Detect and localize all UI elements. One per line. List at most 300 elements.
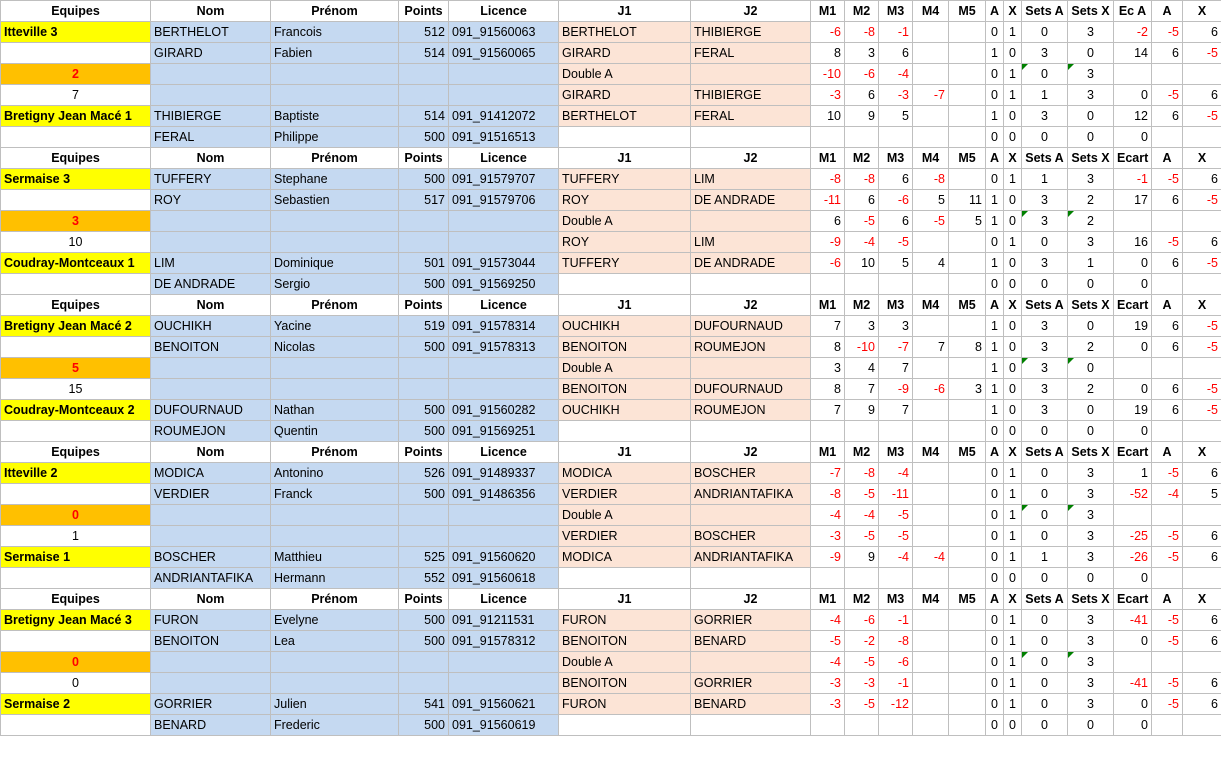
licence-cell[interactable] <box>449 211 559 232</box>
manche-2-cell[interactable]: 10 <box>845 253 879 274</box>
sets-a-cell[interactable]: 0 <box>1022 715 1068 736</box>
sets-x-cell[interactable]: 3 <box>1068 610 1114 631</box>
manche-3-cell[interactable]: -7 <box>879 337 913 358</box>
manche-4-cell[interactable]: 5 <box>913 190 949 211</box>
a-cell[interactable]: 0 <box>986 568 1004 589</box>
licence-cell[interactable]: 091_91211531 <box>449 610 559 631</box>
manche-1-cell[interactable]: 8 <box>811 337 845 358</box>
j1-cell[interactable]: MODICA <box>559 547 691 568</box>
team-cell[interactable]: 3 <box>1 211 151 232</box>
manche-1-cell[interactable]: 3 <box>811 358 845 379</box>
score-a-cell[interactable]: -5 <box>1152 169 1183 190</box>
j2-cell[interactable] <box>691 715 811 736</box>
points-cell[interactable] <box>399 673 449 694</box>
manche-1-cell[interactable] <box>811 274 845 295</box>
sets-x-cell[interactable]: 0 <box>1068 715 1114 736</box>
score-a-cell[interactable]: 6 <box>1152 337 1183 358</box>
score-a-cell[interactable] <box>1152 274 1183 295</box>
manche-5-cell[interactable] <box>949 253 986 274</box>
score-x-cell[interactable]: 6 <box>1183 673 1221 694</box>
j1-cell[interactable]: TUFFERY <box>559 253 691 274</box>
j1-cell[interactable]: Double A <box>559 505 691 526</box>
j2-cell[interactable]: FERAL <box>691 106 811 127</box>
a-cell[interactable]: 0 <box>986 547 1004 568</box>
manche-2-cell[interactable]: -5 <box>845 694 879 715</box>
manche-2-cell[interactable]: 9 <box>845 547 879 568</box>
points-cell[interactable]: 500 <box>399 337 449 358</box>
sets-x-cell[interactable]: 3 <box>1068 232 1114 253</box>
score-x-cell[interactable] <box>1183 505 1221 526</box>
team-cell[interactable]: Sermaise 1 <box>1 547 151 568</box>
j1-cell[interactable]: VERDIER <box>559 484 691 505</box>
score-a-cell[interactable]: -5 <box>1152 22 1183 43</box>
header-points[interactable]: Points <box>399 295 449 316</box>
header-x[interactable]: X <box>1004 1 1022 22</box>
score-x-cell[interactable]: 6 <box>1183 631 1221 652</box>
header-m4[interactable]: M4 <box>913 1 949 22</box>
licence-cell[interactable]: 091_91486356 <box>449 484 559 505</box>
nom-cell[interactable]: TUFFERY <box>151 169 271 190</box>
manche-3-cell[interactable]: -5 <box>879 526 913 547</box>
x-cell[interactable]: 0 <box>1004 568 1022 589</box>
manche-4-cell[interactable] <box>913 43 949 64</box>
nom-cell[interactable]: BOSCHER <box>151 547 271 568</box>
manche-4-cell[interactable] <box>913 463 949 484</box>
prenom-cell[interactable]: Sergio <box>271 274 399 295</box>
team-cell[interactable] <box>1 484 151 505</box>
header-m4[interactable]: M4 <box>913 295 949 316</box>
ecart-cell[interactable]: -41 <box>1114 610 1152 631</box>
team-cell[interactable] <box>1 274 151 295</box>
manche-5-cell[interactable] <box>949 631 986 652</box>
nom-cell[interactable]: ROY <box>151 190 271 211</box>
ecart-cell[interactable]: 14 <box>1114 43 1152 64</box>
ecart-cell[interactable]: 1 <box>1114 463 1152 484</box>
sets-x-cell[interactable]: 3 <box>1068 64 1114 85</box>
prenom-cell[interactable]: Francois <box>271 22 399 43</box>
sets-x-cell[interactable]: 2 <box>1068 337 1114 358</box>
j1-cell[interactable]: BERTHELOT <box>559 22 691 43</box>
a-cell[interactable]: 0 <box>986 652 1004 673</box>
j1-cell[interactable] <box>559 421 691 442</box>
manche-3-cell[interactable]: -11 <box>879 484 913 505</box>
team-cell[interactable]: 0 <box>1 673 151 694</box>
manche-4-cell[interactable] <box>913 484 949 505</box>
header-m3[interactable]: M3 <box>879 148 913 169</box>
team-cell[interactable]: Bretigny Jean Macé 3 <box>1 610 151 631</box>
team-cell[interactable]: Coudray-Montceaux 1 <box>1 253 151 274</box>
licence-cell[interactable]: 091_91489337 <box>449 463 559 484</box>
manche-5-cell[interactable] <box>949 43 986 64</box>
manche-1-cell[interactable]: -9 <box>811 232 845 253</box>
team-cell[interactable]: 0 <box>1 505 151 526</box>
score-a-cell[interactable]: -4 <box>1152 484 1183 505</box>
team-cell[interactable]: Sermaise 2 <box>1 694 151 715</box>
header-m5[interactable]: M5 <box>949 442 986 463</box>
nom-cell[interactable]: BENOITON <box>151 337 271 358</box>
manche-3-cell[interactable]: -12 <box>879 694 913 715</box>
score-x-cell[interactable] <box>1183 358 1221 379</box>
header-equipes[interactable]: Equipes <box>1 589 151 610</box>
prenom-cell[interactable] <box>271 211 399 232</box>
ecart-cell[interactable]: 19 <box>1114 400 1152 421</box>
header-licence[interactable]: Licence <box>449 589 559 610</box>
score-x-cell[interactable]: 6 <box>1183 169 1221 190</box>
prenom-cell[interactable] <box>271 358 399 379</box>
points-cell[interactable]: 500 <box>399 715 449 736</box>
manche-4-cell[interactable]: -4 <box>913 547 949 568</box>
header-m4[interactable]: M4 <box>913 589 949 610</box>
nom-cell[interactable]: BERTHELOT <box>151 22 271 43</box>
header-m3[interactable]: M3 <box>879 1 913 22</box>
x-cell[interactable]: 0 <box>1004 400 1022 421</box>
points-cell[interactable] <box>399 64 449 85</box>
j1-cell[interactable]: GIRARD <box>559 43 691 64</box>
manche-3-cell[interactable]: -4 <box>879 547 913 568</box>
manche-4-cell[interactable] <box>913 127 949 148</box>
manche-1-cell[interactable]: 6 <box>811 211 845 232</box>
manche-5-cell[interactable]: 5 <box>949 211 986 232</box>
a-cell[interactable]: 0 <box>986 694 1004 715</box>
x-cell[interactable]: 1 <box>1004 610 1022 631</box>
header-m1[interactable]: M1 <box>811 589 845 610</box>
manche-3-cell[interactable]: -6 <box>879 652 913 673</box>
team-cell[interactable]: 15 <box>1 379 151 400</box>
header-a2[interactable]: A <box>1152 295 1183 316</box>
prenom-cell[interactable]: Dominique <box>271 253 399 274</box>
a-cell[interactable]: 0 <box>986 85 1004 106</box>
points-cell[interactable] <box>399 211 449 232</box>
header-licence[interactable]: Licence <box>449 295 559 316</box>
header-sets-x[interactable]: Sets X <box>1068 589 1114 610</box>
header-sets-a[interactable]: Sets A <box>1022 295 1068 316</box>
team-cell[interactable] <box>1 43 151 64</box>
a-cell[interactable]: 1 <box>986 253 1004 274</box>
manche-2-cell[interactable]: -8 <box>845 463 879 484</box>
sets-a-cell[interactable]: 3 <box>1022 43 1068 64</box>
j2-cell[interactable] <box>691 274 811 295</box>
j1-cell[interactable]: FURON <box>559 610 691 631</box>
j1-cell[interactable]: GIRARD <box>559 85 691 106</box>
sets-a-cell[interactable]: 0 <box>1022 232 1068 253</box>
header-sets-x[interactable]: Sets X <box>1068 148 1114 169</box>
manche-3-cell[interactable]: 7 <box>879 358 913 379</box>
j2-cell[interactable]: BOSCHER <box>691 526 811 547</box>
header-j1[interactable]: J1 <box>559 295 691 316</box>
manche-4-cell[interactable]: -7 <box>913 85 949 106</box>
j2-cell[interactable] <box>691 568 811 589</box>
nom-cell[interactable]: OUCHIKH <box>151 316 271 337</box>
points-cell[interactable]: 512 <box>399 22 449 43</box>
manche-5-cell[interactable]: 11 <box>949 190 986 211</box>
sets-x-cell[interactable]: 0 <box>1068 400 1114 421</box>
a-cell[interactable]: 0 <box>986 274 1004 295</box>
manche-2-cell[interactable] <box>845 421 879 442</box>
manche-3-cell[interactable]: -1 <box>879 673 913 694</box>
team-cell[interactable] <box>1 337 151 358</box>
header-sets-x[interactable]: Sets X <box>1068 1 1114 22</box>
points-cell[interactable]: 500 <box>399 610 449 631</box>
header-nom[interactable]: Nom <box>151 589 271 610</box>
nom-cell[interactable]: BENARD <box>151 715 271 736</box>
manche-4-cell[interactable] <box>913 232 949 253</box>
manche-1-cell[interactable]: -7 <box>811 463 845 484</box>
j1-cell[interactable] <box>559 715 691 736</box>
a-cell[interactable]: 0 <box>986 631 1004 652</box>
ecart-cell[interactable]: 0 <box>1114 337 1152 358</box>
header-x[interactable]: X <box>1004 442 1022 463</box>
j2-cell[interactable]: DUFOURNAUD <box>691 379 811 400</box>
nom-cell[interactable] <box>151 64 271 85</box>
manche-5-cell[interactable] <box>949 169 986 190</box>
score-a-cell[interactable]: -5 <box>1152 526 1183 547</box>
x-cell[interactable]: 1 <box>1004 526 1022 547</box>
team-cell[interactable]: Sermaise 3 <box>1 169 151 190</box>
j1-cell[interactable] <box>559 127 691 148</box>
manche-1-cell[interactable] <box>811 568 845 589</box>
header-points[interactable]: Points <box>399 442 449 463</box>
manche-2-cell[interactable] <box>845 274 879 295</box>
j1-cell[interactable] <box>559 568 691 589</box>
manche-3-cell[interactable]: -3 <box>879 85 913 106</box>
score-x-cell[interactable]: 6 <box>1183 694 1221 715</box>
header-m3[interactable]: M3 <box>879 589 913 610</box>
manche-4-cell[interactable] <box>913 526 949 547</box>
points-cell[interactable]: 500 <box>399 127 449 148</box>
licence-cell[interactable]: 091_91569251 <box>449 421 559 442</box>
header-m2[interactable]: M2 <box>845 1 879 22</box>
nom-cell[interactable]: DUFOURNAUD <box>151 400 271 421</box>
header-nom[interactable]: Nom <box>151 295 271 316</box>
prenom-cell[interactable] <box>271 64 399 85</box>
prenom-cell[interactable] <box>271 652 399 673</box>
score-x-cell[interactable] <box>1183 652 1221 673</box>
prenom-cell[interactable]: Antonino <box>271 463 399 484</box>
manche-4-cell[interactable] <box>913 274 949 295</box>
a-cell[interactable]: 0 <box>986 505 1004 526</box>
j2-cell[interactable]: THIBIERGE <box>691 85 811 106</box>
sets-a-cell[interactable]: 0 <box>1022 64 1068 85</box>
a-cell[interactable]: 1 <box>986 190 1004 211</box>
nom-cell[interactable] <box>151 85 271 106</box>
team-cell[interactable]: 1 <box>1 526 151 547</box>
manche-3-cell[interactable]: -4 <box>879 64 913 85</box>
manche-2-cell[interactable] <box>845 568 879 589</box>
header-a[interactable]: A <box>986 1 1004 22</box>
sets-a-cell[interactable]: 0 <box>1022 652 1068 673</box>
header-x2[interactable]: X <box>1183 442 1221 463</box>
manche-4-cell[interactable]: 7 <box>913 337 949 358</box>
header-licence[interactable]: Licence <box>449 1 559 22</box>
header-prenom[interactable]: Prénom <box>271 589 399 610</box>
manche-4-cell[interactable] <box>913 400 949 421</box>
manche-2-cell[interactable]: 9 <box>845 400 879 421</box>
header-licence[interactable]: Licence <box>449 442 559 463</box>
score-a-cell[interactable] <box>1152 358 1183 379</box>
manche-1-cell[interactable]: -11 <box>811 190 845 211</box>
header-x[interactable]: X <box>1004 148 1022 169</box>
licence-cell[interactable]: 091_91560063 <box>449 22 559 43</box>
a-cell[interactable]: 0 <box>986 64 1004 85</box>
score-x-cell[interactable]: -5 <box>1183 316 1221 337</box>
ecart-cell[interactable]: -2 <box>1114 22 1152 43</box>
manche-5-cell[interactable] <box>949 610 986 631</box>
nom-cell[interactable] <box>151 673 271 694</box>
header-points[interactable]: Points <box>399 589 449 610</box>
manche-3-cell[interactable]: -1 <box>879 610 913 631</box>
licence-cell[interactable] <box>449 505 559 526</box>
x-cell[interactable]: 0 <box>1004 127 1022 148</box>
manche-4-cell[interactable] <box>913 421 949 442</box>
sets-a-cell[interactable]: 3 <box>1022 400 1068 421</box>
x-cell[interactable]: 1 <box>1004 484 1022 505</box>
licence-cell[interactable] <box>449 526 559 547</box>
header-a[interactable]: A <box>986 442 1004 463</box>
manche-1-cell[interactable]: -8 <box>811 169 845 190</box>
manche-1-cell[interactable]: -4 <box>811 652 845 673</box>
x-cell[interactable]: 1 <box>1004 64 1022 85</box>
header-a2[interactable]: A <box>1152 442 1183 463</box>
a-cell[interactable]: 1 <box>986 316 1004 337</box>
manche-4-cell[interactable] <box>913 652 949 673</box>
nom-cell[interactable] <box>151 379 271 400</box>
manche-3-cell[interactable]: 7 <box>879 400 913 421</box>
a-cell[interactable]: 0 <box>986 232 1004 253</box>
header-ec-a[interactable]: Ec A <box>1114 1 1152 22</box>
score-a-cell[interactable]: 6 <box>1152 316 1183 337</box>
header-x2[interactable]: X <box>1183 295 1221 316</box>
header-sets-a[interactable]: Sets A <box>1022 442 1068 463</box>
manche-5-cell[interactable] <box>949 127 986 148</box>
j2-cell[interactable]: LIM <box>691 169 811 190</box>
sets-x-cell[interactable]: 3 <box>1068 694 1114 715</box>
header-prenom[interactable]: Prénom <box>271 442 399 463</box>
j2-cell[interactable]: DE ANDRADE <box>691 253 811 274</box>
licence-cell[interactable]: 091_91579707 <box>449 169 559 190</box>
x-cell[interactable]: 0 <box>1004 337 1022 358</box>
score-a-cell[interactable]: -5 <box>1152 631 1183 652</box>
manche-3-cell[interactable]: 3 <box>879 316 913 337</box>
sets-x-cell[interactable]: 3 <box>1068 463 1114 484</box>
a-cell[interactable]: 0 <box>986 169 1004 190</box>
manche-2-cell[interactable] <box>845 715 879 736</box>
header-j2[interactable]: J2 <box>691 442 811 463</box>
ecart-cell[interactable]: 0 <box>1114 253 1152 274</box>
header-x[interactable]: X <box>1004 589 1022 610</box>
score-a-cell[interactable]: -5 <box>1152 463 1183 484</box>
x-cell[interactable]: 1 <box>1004 85 1022 106</box>
team-cell[interactable]: Itteville 3 <box>1 22 151 43</box>
team-cell[interactable] <box>1 127 151 148</box>
score-x-cell[interactable]: 6 <box>1183 22 1221 43</box>
sets-x-cell[interactable]: 3 <box>1068 547 1114 568</box>
header-a[interactable]: A <box>986 589 1004 610</box>
x-cell[interactable]: 1 <box>1004 169 1022 190</box>
nom-cell[interactable]: GIRARD <box>151 43 271 64</box>
x-cell[interactable]: 1 <box>1004 232 1022 253</box>
sets-x-cell[interactable]: 3 <box>1068 673 1114 694</box>
a-cell[interactable]: 0 <box>986 484 1004 505</box>
manche-3-cell[interactable] <box>879 715 913 736</box>
manche-2-cell[interactable]: -5 <box>845 211 879 232</box>
x-cell[interactable]: 0 <box>1004 715 1022 736</box>
manche-5-cell[interactable] <box>949 400 986 421</box>
sets-x-cell[interactable]: 3 <box>1068 85 1114 106</box>
header-m1[interactable]: M1 <box>811 1 845 22</box>
sets-a-cell[interactable]: 0 <box>1022 673 1068 694</box>
team-cell[interactable]: 10 <box>1 232 151 253</box>
manche-5-cell[interactable] <box>949 22 986 43</box>
j2-cell[interactable] <box>691 505 811 526</box>
prenom-cell[interactable]: Matthieu <box>271 547 399 568</box>
ecart-cell[interactable]: 0 <box>1114 274 1152 295</box>
manche-4-cell[interactable] <box>913 358 949 379</box>
header-m1[interactable]: M1 <box>811 442 845 463</box>
j1-cell[interactable]: BENOITON <box>559 379 691 400</box>
j1-cell[interactable]: BENOITON <box>559 673 691 694</box>
sets-a-cell[interactable]: 0 <box>1022 22 1068 43</box>
licence-cell[interactable]: 091_91516513 <box>449 127 559 148</box>
score-x-cell[interactable]: 6 <box>1183 526 1221 547</box>
score-a-cell[interactable] <box>1152 505 1183 526</box>
x-cell[interactable]: 1 <box>1004 505 1022 526</box>
manche-4-cell[interactable] <box>913 610 949 631</box>
header-j1[interactable]: J1 <box>559 148 691 169</box>
j1-cell[interactable]: FURON <box>559 694 691 715</box>
a-cell[interactable]: 0 <box>986 463 1004 484</box>
header-a[interactable]: A <box>986 295 1004 316</box>
manche-3-cell[interactable]: -9 <box>879 379 913 400</box>
points-cell[interactable] <box>399 652 449 673</box>
prenom-cell[interactable]: Nicolas <box>271 337 399 358</box>
j1-cell[interactable]: TUFFERY <box>559 169 691 190</box>
manche-5-cell[interactable] <box>949 358 986 379</box>
score-a-cell[interactable]: -5 <box>1152 694 1183 715</box>
x-cell[interactable]: 1 <box>1004 694 1022 715</box>
header-m1[interactable]: M1 <box>811 295 845 316</box>
sets-a-cell[interactable]: 3 <box>1022 337 1068 358</box>
prenom-cell[interactable]: Stephane <box>271 169 399 190</box>
manche-1-cell[interactable]: -6 <box>811 253 845 274</box>
x-cell[interactable]: 1 <box>1004 631 1022 652</box>
manche-1-cell[interactable]: 10 <box>811 106 845 127</box>
sets-x-cell[interactable]: 1 <box>1068 253 1114 274</box>
header-j2[interactable]: J2 <box>691 295 811 316</box>
j2-cell[interactable] <box>691 652 811 673</box>
header-a2[interactable]: A <box>1152 589 1183 610</box>
a-cell[interactable]: 0 <box>986 127 1004 148</box>
j2-cell[interactable]: DUFOURNAUD <box>691 316 811 337</box>
licence-cell[interactable]: 091_91560621 <box>449 694 559 715</box>
manche-1-cell[interactable]: -5 <box>811 631 845 652</box>
licence-cell[interactable]: 091_91560619 <box>449 715 559 736</box>
licence-cell[interactable]: 091_91560282 <box>449 400 559 421</box>
manche-1-cell[interactable] <box>811 421 845 442</box>
score-a-cell[interactable]: 6 <box>1152 106 1183 127</box>
j2-cell[interactable]: BOSCHER <box>691 463 811 484</box>
sets-a-cell[interactable]: 1 <box>1022 169 1068 190</box>
nom-cell[interactable]: LIM <box>151 253 271 274</box>
header-m5[interactable]: M5 <box>949 1 986 22</box>
header-sets-a[interactable]: Sets A <box>1022 148 1068 169</box>
j2-cell[interactable] <box>691 211 811 232</box>
sets-x-cell[interactable]: 0 <box>1068 43 1114 64</box>
score-x-cell[interactable]: -5 <box>1183 379 1221 400</box>
j1-cell[interactable] <box>559 274 691 295</box>
manche-1-cell[interactable]: -4 <box>811 505 845 526</box>
ecart-cell[interactable] <box>1114 64 1152 85</box>
sets-x-cell[interactable]: 3 <box>1068 22 1114 43</box>
